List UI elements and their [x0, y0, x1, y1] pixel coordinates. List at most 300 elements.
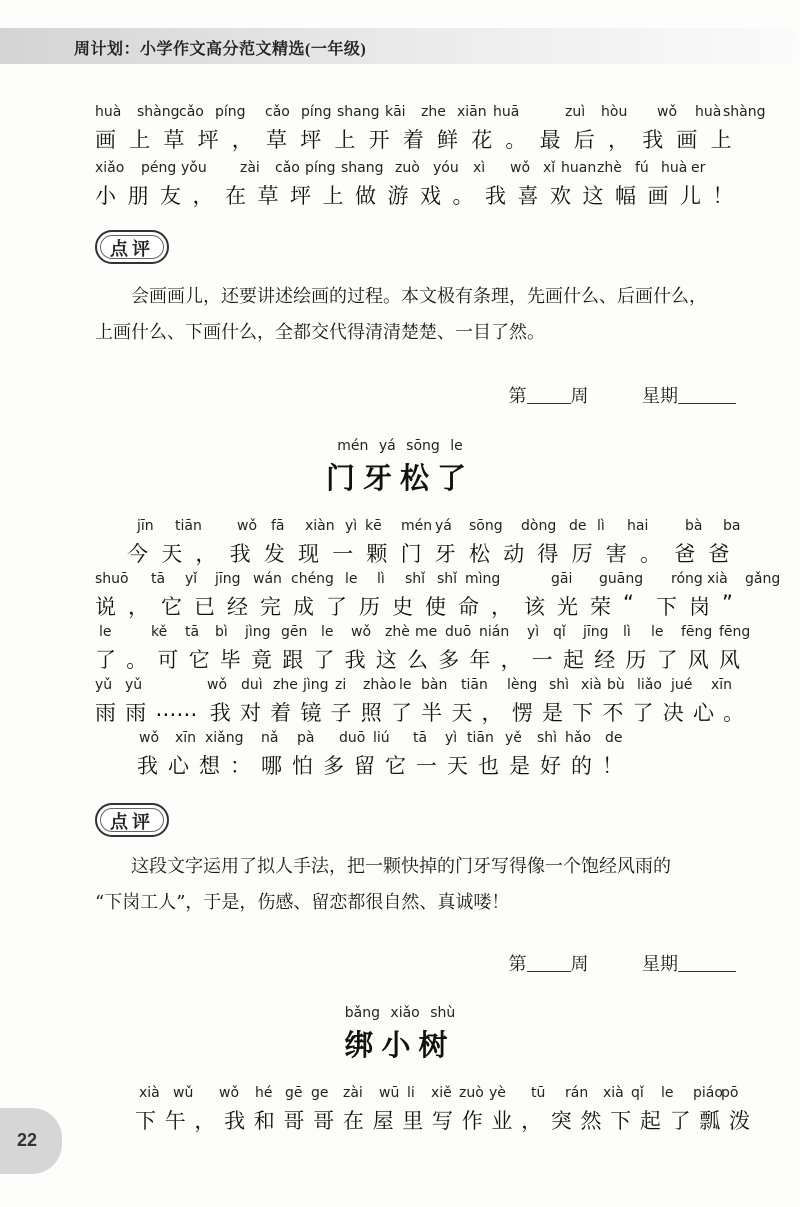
hanzi-character: 草: [266, 128, 287, 152]
pinyin-syllable: fú: [635, 160, 649, 176]
weekday-label: 星期: [642, 954, 678, 975]
hanzi-character: 多: [438, 648, 460, 672]
page-number: 22: [16, 1130, 38, 1150]
pinyin-syllable: shǐ: [405, 571, 426, 587]
pinyin-syllable: wǔ: [173, 1085, 194, 1101]
pinyin-syllable: yóu: [433, 160, 459, 176]
hanzi-character: 泼: [729, 1109, 750, 1133]
week-label-zhou: 周: [570, 954, 589, 975]
hanzi-character: 。: [126, 648, 148, 672]
pinyin-syllable: le: [345, 571, 358, 587]
pinyin-syllable: shǐ: [437, 571, 458, 587]
hanzi-character: 了: [632, 701, 654, 725]
hanzi-character: 完: [260, 595, 281, 619]
comment-paragraph-line: 会画画儿，还要讲述绘画的过程。本文极有条理，先画什么、后画什么，: [131, 286, 707, 307]
hanzi-character: 着: [270, 701, 292, 725]
hanzi-character: 一: [332, 542, 354, 566]
pinyin-syllable: yě: [505, 730, 522, 746]
pinyin-syllable: lì: [623, 624, 631, 640]
pinyin-syllable: hòu: [601, 104, 628, 120]
hanzi-character: 风: [687, 648, 709, 672]
pinyin-syllable: péng: [141, 160, 177, 176]
hanzi-character: 戏: [420, 184, 441, 208]
hanzi-character: 瓢: [699, 1109, 721, 1133]
hanzi-character: 这: [582, 184, 604, 208]
pinyin-syllable: tiān: [461, 677, 488, 693]
pinyin-syllable: xiān: [457, 104, 487, 120]
hanzi-character: 下: [572, 701, 594, 725]
hanzi-character: 草: [163, 128, 185, 152]
pinyin-syllable: ge: [311, 1085, 329, 1101]
pinyin-syllable: fā: [271, 518, 285, 534]
hanzi-character: 成: [293, 595, 314, 619]
pinyin-syllable: dòng: [521, 518, 557, 534]
hanzi-row: [95, 591, 745, 621]
hanzi-character: 愣: [511, 701, 533, 725]
hanzi-character: 一: [416, 754, 437, 778]
hanzi-character: 半: [421, 701, 443, 725]
pinyin-row: [95, 730, 745, 750]
pinyin-syllable: qǐ: [553, 624, 566, 640]
hanzi-character: 怕: [292, 754, 313, 778]
hanzi-character: 了: [326, 595, 347, 619]
pinyin-syllable: gē: [285, 1085, 303, 1101]
pinyin-syllable: jué: [671, 677, 693, 693]
hanzi-character: 荣: [590, 595, 611, 619]
pinyin-syllable: zuò: [395, 160, 420, 176]
week-blank[interactable]: [527, 953, 571, 972]
title-pinyin: bǎng xiǎo shù: [344, 1005, 456, 1021]
pinyin-syllable: shang: [341, 160, 384, 176]
pinyin-syllable: huà: [95, 104, 122, 120]
hanzi-character: 爸: [708, 542, 730, 566]
running-header-title: 周计划：小学作文高分范文精选(一年级): [74, 41, 367, 58]
pinyin-syllable: liú: [373, 730, 390, 746]
hanzi-character: 对: [239, 701, 261, 725]
pinyin-syllable: zhe: [273, 677, 298, 693]
essay-title: 绑小树: [344, 1028, 456, 1062]
pinyin-syllable: rán: [565, 1085, 589, 1101]
hanzi-character: 坪: [290, 184, 311, 208]
hanzi-character: ，: [521, 1109, 543, 1133]
hanzi-character: 朋: [127, 184, 149, 208]
pinyin-syllable: tū: [531, 1085, 546, 1101]
hanzi-character: 在: [225, 184, 246, 208]
hanzi-character: 一: [531, 648, 553, 672]
hanzi-character: ，: [194, 1109, 216, 1133]
pinyin-syllable: xīn: [175, 730, 197, 746]
pinyin-syllable: bà: [685, 518, 703, 534]
pinyin-syllable: le: [661, 1085, 674, 1101]
pinyin-syllable: shàng: [723, 104, 766, 120]
hanzi-character: 屋: [372, 1109, 394, 1133]
hanzi-character: 作: [461, 1109, 483, 1133]
pinyin-syllable: bì: [215, 624, 228, 640]
hanzi-character: 的: [571, 754, 592, 778]
hanzi-character: 友: [160, 184, 181, 208]
hanzi-character: 厉: [571, 542, 593, 566]
week-label-di: 第: [508, 386, 527, 407]
hanzi-row: [95, 538, 745, 568]
pinyin-syllable: cǎo: [179, 104, 204, 120]
pinyin-syllable: róng: [671, 571, 703, 587]
hanzi-character: 坪: [197, 128, 219, 152]
pinyin-row: [95, 624, 751, 644]
hanzi-character: ，: [195, 542, 217, 566]
pinyin-row: [95, 1085, 745, 1105]
hanzi-character: 在: [342, 1109, 364, 1133]
hanzi-character: 爸: [674, 542, 696, 566]
hanzi-character: 经: [594, 648, 616, 672]
hanzi-character: 下: [135, 1109, 156, 1133]
hanzi-character: 这: [375, 648, 397, 672]
hanzi-character: ……: [155, 697, 198, 721]
hanzi-character: 历: [359, 595, 380, 619]
hanzi-character: 岗: [689, 595, 710, 619]
pinyin-syllable: gāi: [551, 571, 573, 587]
pinyin-syllable: tiān: [175, 518, 202, 534]
pinyin-syllable: sōng: [469, 518, 503, 534]
pinyin-syllable: tā: [185, 624, 200, 640]
pinyin-syllable: lèng: [507, 677, 538, 693]
pinyin-syllable: jīng: [215, 571, 241, 587]
pinyin-syllable: xiǎo: [95, 160, 125, 176]
week-day-field: [509, 382, 736, 408]
comment-text: [95, 279, 745, 351]
hanzi-character: 上: [710, 128, 732, 152]
weekday-blank[interactable]: [678, 385, 736, 404]
hanzi-character: 命: [458, 595, 479, 619]
pinyin-syllable: bàn: [421, 677, 448, 693]
comment-paragraph-line: 这段文字运用了拟人手法，把一颗快掉的门牙写得像一个饱经风雨的: [131, 856, 671, 877]
pinyin-syllable: wǒ: [219, 1085, 240, 1101]
pinyin-syllable: xì: [473, 160, 486, 176]
hanzi-character: 儿: [680, 184, 701, 208]
pinyin-syllable: gēn: [281, 624, 308, 640]
pinyin-syllable: zhào: [363, 677, 397, 693]
pinyin-syllable: duō: [339, 730, 366, 746]
pinyin-syllable: wán: [253, 571, 282, 587]
hanzi-character: ”: [722, 591, 733, 615]
hanzi-character: 了: [390, 701, 412, 725]
hanzi-row: [95, 1105, 750, 1135]
hanzi-character: ！: [602, 754, 623, 778]
pinyin-syllable: zuò: [459, 1085, 484, 1101]
pinyin-syllable: jīn: [137, 518, 154, 534]
pinyin-syllable: lì: [377, 571, 385, 587]
pinyin-syllable: shang: [337, 104, 380, 120]
pinyin-syllable: piáo: [693, 1085, 723, 1101]
hanzi-character: 。: [640, 542, 661, 566]
hanzi-row: [95, 124, 745, 154]
pinyin-syllable: yá: [435, 518, 452, 534]
pinyin-syllable: qǐ: [631, 1085, 644, 1101]
pinyin-syllable: zài: [240, 160, 260, 176]
hanzi-character: 动: [503, 542, 525, 566]
hanzi-character: 现: [298, 542, 319, 566]
comment-paragraph-line: 上画什么、下画什么，全都交代得清清楚楚、一目了然。: [95, 322, 545, 343]
hanzi-character: 是: [509, 754, 530, 778]
hanzi-character: ！: [712, 184, 734, 208]
pinyin-syllable: kāi: [385, 104, 406, 120]
pinyin-row: [95, 571, 781, 591]
hanzi-character: 我: [137, 754, 158, 778]
hanzi-character: 和: [253, 1109, 275, 1133]
hanzi-character: 镜: [300, 701, 322, 725]
hanzi-character: 下: [610, 1109, 632, 1133]
pinyin-syllable: fēng: [681, 624, 713, 640]
title-pinyin: mén yá sōng le: [337, 438, 463, 454]
hanzi-character: 业: [491, 1109, 513, 1133]
hanzi-row: [95, 697, 745, 727]
hanzi-character: 子: [330, 701, 352, 725]
pinyin-syllable: zhè: [597, 160, 622, 176]
hanzi-character: 最: [539, 128, 561, 152]
pinyin-syllable: cǎo: [275, 160, 300, 176]
hanzi-character: 历: [625, 648, 647, 672]
hanzi-character: 鲜: [437, 128, 458, 152]
hanzi-character: 起: [639, 1109, 661, 1133]
hanzi-character: 它: [161, 595, 182, 619]
hanzi-character: 坪: [300, 128, 322, 152]
pinyin-syllable: wǒ: [139, 730, 160, 746]
pinyin-row: [95, 160, 745, 180]
pinyin-syllable: yǔ: [95, 677, 113, 693]
hanzi-character: 我: [224, 1109, 246, 1133]
hanzi-row: [95, 750, 745, 780]
hanzi-character: 了: [656, 648, 678, 672]
hanzi-character: 经: [227, 595, 248, 619]
pinyin-syllable: kě: [151, 624, 168, 640]
hanzi-character: 天: [447, 754, 468, 778]
hanzi-character: 它: [385, 754, 406, 778]
hanzi-character: 门: [400, 542, 422, 566]
pinyin-syllable: guāng: [599, 571, 644, 587]
week-day-field: [509, 950, 736, 976]
hanzi-character: 颗: [366, 542, 388, 566]
pinyin-syllable: huā: [493, 104, 520, 120]
hanzi-character: 该: [524, 595, 545, 619]
hanzi-character: 留: [354, 754, 375, 778]
hanzi-character: 做: [355, 184, 376, 208]
comment-paragraph-line: “下岗工人”，于是，伤感、留恋都很自然、真诚喽！: [95, 892, 510, 913]
hanzi-character: 风: [719, 648, 740, 672]
pinyin-syllable: yì: [345, 518, 358, 534]
week-blank[interactable]: [527, 385, 571, 404]
pinyin-syllable: gǎng: [745, 571, 781, 587]
pinyin-syllable: nǎ: [261, 730, 279, 746]
pinyin-row: [95, 104, 766, 124]
pinyin-syllable: cǎo: [265, 104, 290, 120]
hanzi-character: 幅: [615, 184, 636, 208]
hanzi-character: 牙: [434, 542, 456, 566]
hanzi-row: [95, 180, 745, 210]
pinyin-syllable: zuì: [565, 104, 586, 120]
hanzi-character: 哪: [261, 754, 282, 778]
page-number-tab: [0, 1108, 62, 1174]
hanzi-character: 上: [129, 128, 151, 152]
pinyin-syllable: píng: [305, 160, 336, 176]
comment-badge-label: 点评: [110, 239, 154, 260]
hanzi-character: 了: [313, 648, 335, 672]
pinyin-syllable: jīng: [583, 624, 609, 640]
pinyin-syllable: pō: [721, 1085, 739, 1101]
pinyin-syllable: xià: [707, 571, 728, 587]
pinyin-syllable: tā: [413, 730, 428, 746]
hanzi-character: 我: [642, 128, 664, 152]
hanzi-character: ，: [231, 128, 253, 152]
pinyin-row: [95, 518, 745, 538]
pinyin-syllable: wǒ: [237, 518, 258, 534]
hanzi-character: 发: [263, 542, 285, 566]
hanzi-character: 着: [402, 128, 424, 152]
hanzi-character: 天: [161, 542, 183, 566]
pinyin-syllable: huà: [695, 104, 722, 120]
pinyin-syllable: yǒu: [181, 160, 207, 176]
pinyin-syllable: wǒ: [657, 104, 678, 120]
hanzi-character: “: [623, 591, 634, 615]
pinyin-syllable: yè: [489, 1085, 506, 1101]
hanzi-character: 欢: [550, 184, 571, 208]
hanzi-character: 我: [209, 701, 231, 725]
week-label-zhou: 周: [570, 386, 589, 407]
hanzi-character: 。: [723, 701, 745, 725]
hanzi-character: 害: [605, 542, 627, 566]
pinyin-syllable: yǔ: [125, 677, 143, 693]
pinyin-syllable: yì: [527, 624, 540, 640]
pinyin-syllable: huà: [661, 160, 688, 176]
hanzi-character: 草: [257, 184, 279, 208]
hanzi-character: 决: [662, 701, 684, 725]
pinyin-syllable: xiě: [431, 1085, 452, 1101]
pinyin-syllable: hǎo: [565, 730, 592, 746]
hanzi-character: 可: [157, 648, 179, 672]
hanzi-character: 竟: [251, 648, 272, 672]
pinyin-syllable: le: [321, 624, 334, 640]
pinyin-syllable: xǐ: [543, 160, 556, 176]
hanzi-character: 好: [540, 754, 561, 778]
weekday-label: 星期: [642, 386, 678, 407]
hanzi-character: 光: [557, 595, 578, 619]
hanzi-character: 哥: [313, 1109, 335, 1133]
hanzi-character: 我: [344, 648, 366, 672]
hanzi-character: 游: [387, 184, 409, 208]
pinyin-syllable: xià: [139, 1085, 160, 1101]
hanzi-character: 画: [95, 128, 116, 152]
pinyin-syllable: yǐ: [185, 571, 198, 587]
weekday-blank[interactable]: [678, 953, 736, 972]
pinyin-syllable: pà: [297, 730, 315, 746]
hanzi-character: 花: [471, 128, 493, 152]
pinyin-syllable: liǎo: [637, 677, 662, 693]
pinyin-syllable: ba: [723, 518, 741, 534]
pinyin-syllable: shì: [549, 677, 570, 693]
hanzi-character: 得: [537, 542, 559, 566]
pinyin-syllable: xià: [603, 1085, 624, 1101]
comment-badge-label: 点评: [110, 812, 154, 833]
pinyin-syllable: jìng: [303, 677, 329, 693]
hanzi-character: 毕: [219, 648, 241, 672]
hanzi-character: 开: [368, 128, 390, 152]
hanzi-character: 。: [505, 128, 527, 152]
hanzi-character: 说: [95, 595, 116, 619]
pinyin-syllable: le: [99, 624, 112, 640]
pinyin-syllable: de: [569, 518, 587, 534]
hanzi-character: 了: [95, 648, 116, 672]
hanzi-character: 心: [692, 701, 714, 725]
pinyin-syllable: tā: [151, 571, 166, 587]
pinyin-syllable: xiǎng: [205, 730, 244, 746]
hanzi-character: 多: [323, 754, 344, 778]
hanzi-character: 我: [485, 184, 506, 208]
pinyin-syllable: er: [691, 160, 706, 176]
pinyin-syllable: xīn: [711, 677, 733, 693]
hanzi-character: 雨: [95, 701, 116, 725]
hanzi-character: 史: [392, 595, 413, 619]
hanzi-character: 今: [127, 542, 148, 566]
pinyin-syllable: xiàn: [305, 518, 335, 534]
hanzi-character: 年: [469, 648, 491, 672]
pinyin-syllable: wǒ: [351, 624, 372, 640]
pinyin-syllable: le: [399, 677, 412, 693]
hanzi-character: 后: [573, 128, 595, 152]
pinyin-syllable: wǒ: [207, 677, 228, 693]
pinyin-syllable: fēng: [719, 624, 751, 640]
pinyin-syllable: de: [605, 730, 623, 746]
hanzi-character: 雨: [125, 701, 147, 725]
pinyin-syllable: chéng: [291, 571, 334, 587]
hanzi-character: 我: [229, 542, 251, 566]
pinyin-row: [95, 677, 745, 697]
hanzi-character: 画: [676, 128, 698, 152]
hanzi-character: 。: [452, 184, 474, 208]
pinyin-syllable: bù: [607, 677, 625, 693]
pinyin-syllable: zhe: [421, 104, 446, 120]
hanzi-character: 松: [469, 542, 490, 566]
pinyin-syllable: tiān: [467, 730, 494, 746]
pinyin-syllable: zài: [343, 1085, 363, 1101]
hanzi-character: 天: [451, 701, 473, 725]
hanzi-character: 也: [478, 754, 499, 778]
hanzi-character: 下: [656, 595, 677, 619]
comment-badge: [95, 803, 169, 837]
comment-badge: [95, 230, 169, 264]
pinyin-syllable: shuō: [95, 571, 129, 587]
pinyin-syllable: huan: [561, 160, 597, 176]
hanzi-character: 跟: [282, 648, 304, 672]
hanzi-character: ，: [481, 701, 503, 725]
hanzi-character: 上: [334, 128, 356, 152]
pinyin-syllable: me: [415, 624, 438, 640]
hanzi-character: ，: [192, 184, 214, 208]
hanzi-character: 想: [199, 754, 220, 778]
hanzi-character: 哥: [283, 1109, 305, 1133]
hanzi-character: 它: [188, 648, 210, 672]
hanzi-character: 然: [580, 1109, 602, 1133]
hanzi-character: 照: [360, 701, 382, 725]
pinyin-syllable: shì: [537, 730, 558, 746]
hanzi-character: 使: [425, 595, 446, 619]
hanzi-character: 上: [322, 184, 344, 208]
pinyin-syllable: píng: [301, 104, 332, 120]
pinyin-syllable: hai: [627, 518, 649, 534]
pinyin-syllable: yì: [445, 730, 458, 746]
hanzi-character: 里: [402, 1109, 424, 1133]
essay-title: 门牙松了: [325, 461, 474, 495]
pinyin-syllable: zhè: [385, 624, 410, 640]
pinyin-syllable: hé: [255, 1085, 273, 1101]
pinyin-syllable: le: [651, 624, 664, 640]
